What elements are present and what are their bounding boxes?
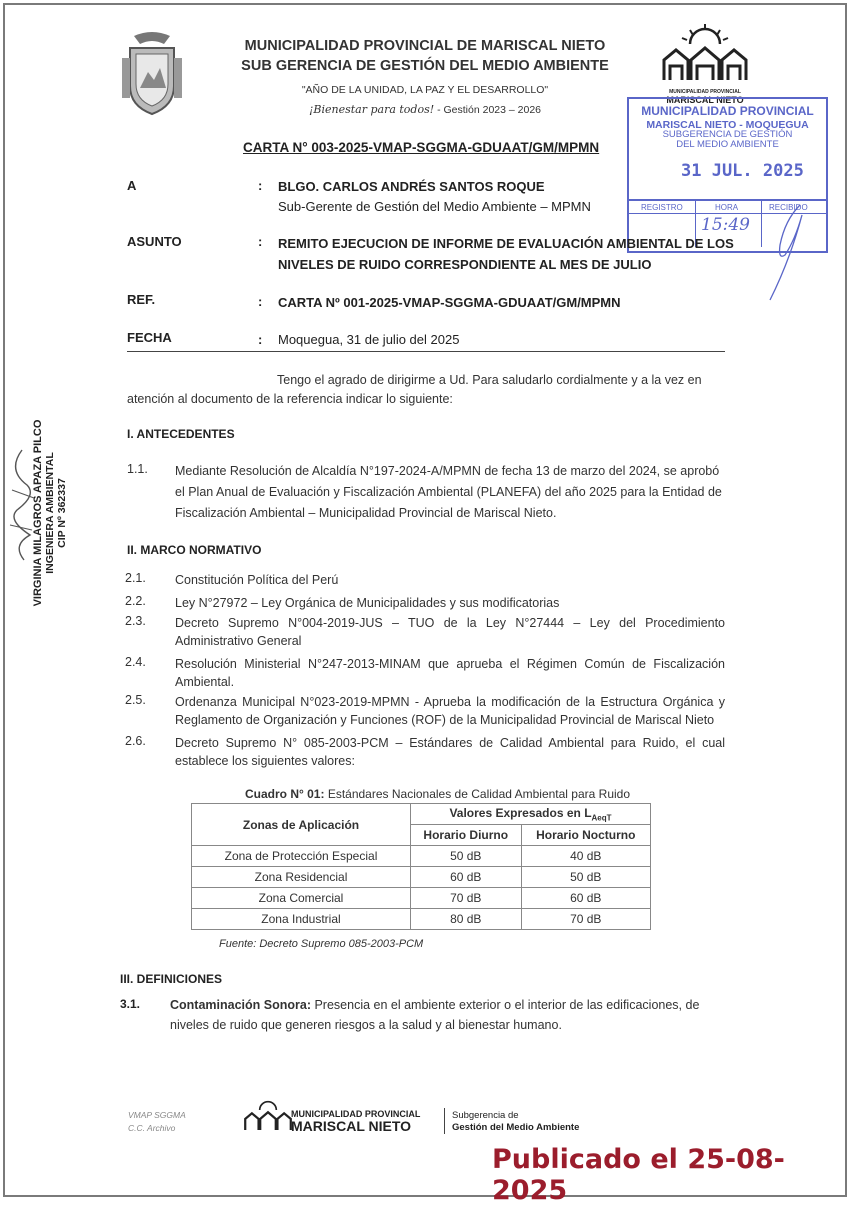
table-row: [192, 888, 651, 909]
signature-cip: CIP Nº 362337: [56, 478, 68, 548]
date-value: Moquegua, 31 de julio del 2025: [278, 332, 460, 347]
footer-logo-top: MUNICIPALIDAD PROVINCIAL: [291, 1109, 421, 1119]
norm-item-text: [175, 614, 725, 650]
norm-item-text: [175, 571, 725, 589]
norm-item-line2: establece los siguientes valores:: [175, 754, 355, 768]
table-cell-night: 70 dB: [521, 909, 650, 930]
item-1-1-text: [175, 462, 725, 522]
norm-item-text: [175, 693, 725, 729]
col-diurno-header: Horario Diurno: [411, 825, 522, 846]
table-body: [192, 846, 651, 930]
handwritten-signature: [2, 440, 42, 570]
norm-item-line1: Constitución Política del Perú: [175, 573, 339, 587]
stamp-line1: MUNICIPALIDAD PROVINCIAL: [641, 104, 814, 118]
norm-item-text: [175, 594, 725, 612]
slogan-text: ¡Bienestar para todos!: [308, 103, 435, 116]
stamp-hora-value: 15:49: [701, 215, 750, 235]
stamp-signature-scribble: [740, 200, 820, 310]
item-3-1-number: 3.1.: [120, 997, 141, 1011]
table-cell-night: 50 dB: [521, 867, 650, 888]
signature-name: VIRGINIA MILAGROS APAZA PILCO: [32, 419, 44, 607]
item-3-1-line1: [170, 996, 725, 1014]
item-3-1-text: [170, 996, 725, 1034]
col-valores-sub: AeqT: [591, 813, 612, 823]
norm-item-number: 2.6.: [125, 734, 146, 748]
footer-sub1: Subgerencia de: [452, 1110, 519, 1121]
norm-item-line1: Resolución Ministerial N°247-2013-MINAM que aprueba el Régimen Común de Fiscalización: [175, 657, 725, 671]
published-date: Publicado el 25-08-2025: [492, 1144, 785, 1206]
footer-ref1: VMAP SGGMA: [128, 1110, 186, 1120]
norm-item-line1: Ley N°27972 – Ley Orgánica de Municipalidades y sus modificatorias: [175, 596, 560, 610]
col-valores-header: [411, 804, 651, 825]
norm-item-number: 2.1.: [125, 571, 146, 585]
recipient-role: Sub-Gerente de Gestión del Medio Ambiente – MPMN: [278, 199, 591, 214]
signature-title: INGENIERA AMBIENTAL: [44, 452, 56, 574]
norm-item-number: 2.4.: [125, 655, 146, 669]
norm-item-line1: Ordenanza Municipal N°023-2019-MPMN - Aprueba la modificación de la Estructura Orgánica y: [175, 695, 725, 709]
field-ref-colon: :: [258, 294, 263, 309]
table-header-row: [192, 804, 651, 825]
norm-item-line1: Decreto Supremo N° 085-2003-PCM – Estándares de Calidad Ambiental para Ruido, el cual: [175, 736, 725, 750]
stamp-col-recibido: RECIBIDO: [769, 203, 808, 212]
reference-value: CARTA Nº 001-2025-VMAP-SGGMA-GDUAAT/GM/MPMN: [278, 295, 621, 310]
stamp-line3: SUBGERENCIA DE GESTIÓN: [662, 129, 793, 140]
footer-divider: [444, 1108, 445, 1134]
field-fecha-label: FECHA: [127, 330, 172, 345]
header-divider: [127, 351, 725, 352]
header-subgerencia: SUB GERENCIA DE GESTIÓN DEL MEDIO AMBIENTE: [241, 58, 609, 74]
item-1-1-line3: Fiscalización Ambiental – Municipalidad Provincial de Mariscal Nieto.: [175, 506, 557, 520]
intro-line1: Tengo el agrado de dirigirme a Ud. Para saludarlo cordialmente y a la vez en: [277, 373, 702, 387]
item-1-1-line1: Mediante Resolución de Alcaldía N°197-2024-A/MPMN de fecha 13 de marzo del 2024, se aprobó: [175, 464, 720, 478]
footer-ref2: C.C. Archivo: [128, 1123, 176, 1133]
recipient-name: BLGO. CARLOS ANDRÉS SANTOS ROQUE: [278, 179, 545, 194]
table-source: Fuente: Decreto Supremo 085-2003-PCM: [219, 938, 424, 950]
field-a-colon: :: [258, 178, 263, 193]
table-caption-label: Cuadro N° 01:: [245, 787, 325, 801]
logo-main-text: MARISCAL NIETO: [666, 95, 744, 105]
table-cell-night: 60 dB: [521, 888, 650, 909]
stamp-line4: DEL MEDIO AMBIENTE: [676, 139, 779, 150]
header-municipality: MUNICIPALIDAD PROVINCIAL DE MARISCAL NIETO: [244, 38, 606, 54]
noise-standards-table: [191, 803, 651, 930]
norm-item-text: [175, 734, 725, 770]
header-slogan: [180, 103, 670, 116]
subject-line2: NIVELES DE RUIDO CORRESPONDIENTE AL MES DE JULIO: [278, 257, 652, 272]
item-3-1-line2: niveles de ruido que generen riesgos a la salud y al bienestar humano.: [170, 1018, 562, 1032]
table-cell-zone: Zona Residencial: [192, 867, 411, 888]
table-row: [192, 867, 651, 888]
table-cell-night: 40 dB: [521, 846, 650, 867]
section-marco-normativo-title: II. MARCO NORMATIVO: [127, 543, 262, 557]
logo-small-text: MUNICIPALIDAD PROVINCIAL: [669, 89, 741, 95]
table-row: [192, 846, 651, 867]
norm-item-number: 2.2.: [125, 594, 146, 608]
table-cell-day: 80 dB: [411, 909, 522, 930]
field-fecha-colon: :: [258, 332, 263, 347]
table-cell-zone: Zona Industrial: [192, 909, 411, 930]
norm-item-line2: Reglamento de Organización y Funciones (ROF) de la Municipalidad Provincial de Mariscal Nieto: [175, 713, 715, 727]
stamp-col-registro: REGISTRO: [641, 203, 683, 212]
period-text: - Gestión 2023 – 2026: [437, 104, 542, 116]
table-cell-day: 70 dB: [411, 888, 522, 909]
item-1-1-line2: el Plan Anual de Evaluación y Fiscalización Ambiental (PLANEFA) del año 2025 para la Entidad de: [175, 485, 722, 499]
item-1-1-number: 1.1.: [127, 462, 148, 476]
table-row: [192, 909, 651, 930]
table-cell-day: 60 dB: [411, 867, 522, 888]
intro-line2: atención al documento de la referencia indicar lo siguiente:: [127, 392, 453, 406]
table-caption-text: Estándares Nacionales de Calidad Ambiental para Ruido: [324, 787, 631, 801]
header-year-motto: "AÑO DE LA UNIDAD, LA PAZ Y EL DESARROLLO": [301, 84, 549, 96]
definition-term: Contaminación Sonora:: [170, 998, 311, 1012]
field-asunto-label: ASUNTO: [127, 234, 182, 249]
footer-logo-main: MARISCAL NIETO: [291, 1118, 412, 1134]
section-definiciones-title: III. DEFINICIONES: [120, 972, 223, 986]
definition-text: Presencia en el ambiente exterior o el interior de las edificaciones, de: [310, 998, 700, 1012]
table-caption: [245, 787, 630, 801]
field-a-label: A: [127, 178, 137, 193]
field-asunto-colon: :: [258, 234, 263, 249]
norm-item-number: 2.3.: [125, 614, 146, 628]
footer-logo: [243, 1095, 293, 1135]
norm-item-number: 2.5.: [125, 693, 146, 707]
table-cell-zone: Zona de Protección Especial: [192, 846, 411, 867]
stamp-col-hora: HORA: [715, 203, 739, 212]
col-zonas-header: Zonas de Aplicación: [192, 804, 411, 846]
norm-item-line2: Administrativo General: [175, 634, 302, 648]
section-antecedentes-title: I. ANTECEDENTES: [127, 427, 235, 441]
letter-number: CARTA N° 003-2025-VMAP-SGGMA-GDUAAT/GM/MPMN: [243, 140, 600, 155]
col-valores-text: Valores Expresados en L: [449, 805, 592, 820]
norm-item-text: [175, 655, 725, 691]
stamp-date: 31 JUL. 2025: [681, 161, 804, 181]
norm-item-line1: Decreto Supremo N°004-2019-JUS – TUO de la Ley N°27444 – Ley del Procedimiento: [175, 616, 725, 630]
table-cell-zone: Zona Comercial: [192, 888, 411, 909]
stamp-line2: MARISCAL NIETO - MOQUEGUA: [646, 119, 809, 131]
norm-item-line2: Ambiental.: [175, 675, 235, 689]
col-nocturno-header: Horario Nocturno: [521, 825, 650, 846]
footer-sub2: Gestión del Medio Ambiente: [452, 1122, 580, 1133]
subject-line1: REMITO EJECUCION DE INFORME DE EVALUACIÓN AMBIENTAL DE LOS: [278, 236, 734, 251]
field-ref-label: REF.: [127, 292, 156, 307]
table-cell-day: 50 dB: [411, 846, 522, 867]
